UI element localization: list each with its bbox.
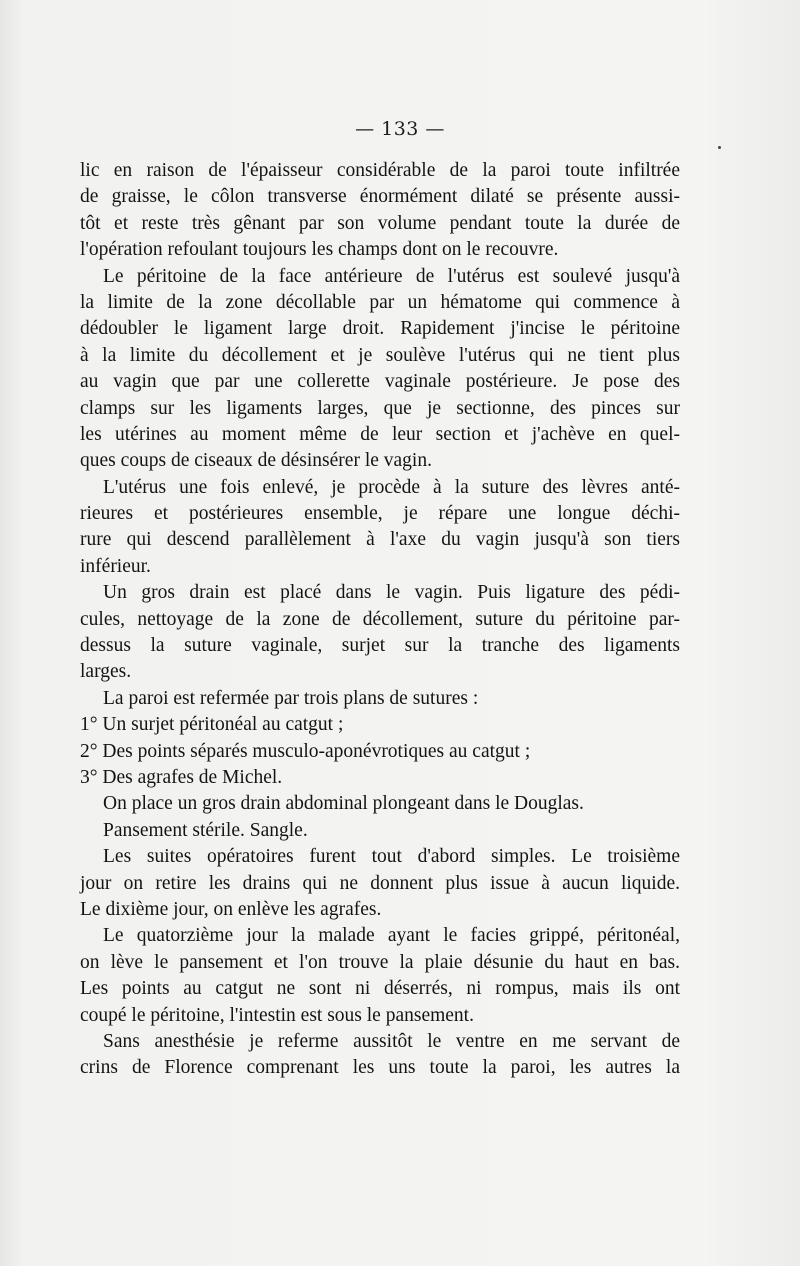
text-line: ques coups de ciseaux de désinsérer le vagin. <box>80 450 432 472</box>
text-line: rure qui descend parallèlement à l'axe du vagin jusqu'à son tiers <box>80 529 680 551</box>
text-line: inférieur. <box>80 555 151 577</box>
text-line: jour on retire les drains qui ne donnent plus issue à aucun liquide. <box>80 872 680 894</box>
text-line: Le quatorzième jour la malade ayant le facies grippé, péritonéal, <box>103 925 680 947</box>
text-line: larges. <box>80 661 132 683</box>
text-line: coupé le péritoine, l'intestin est sous le pansement. <box>80 1004 474 1026</box>
text-line: crins de Florence comprenant les uns toute la paroi, les autres la <box>80 1057 680 1079</box>
text-line: 3° Des agrafes de Michel. <box>80 766 283 788</box>
text-line: à la limite du décollement et je soulève l'utérus qui ne tient plus <box>80 344 680 366</box>
text-line: lic en raison de l'épaisseur considérable de la paroi toute infiltrée <box>80 160 680 181</box>
text-line: Le péritoine de la face antérieure de l'utérus est soulevé jusqu'à <box>103 265 680 287</box>
text-line: clamps sur les ligaments larges, que je sectionne, des pinces sur <box>80 397 680 419</box>
text-line: Les points au catgut ne sont ni déserrés, ni rompus, mais ils ont <box>80 978 680 1000</box>
text-line: Le dixième jour, on enlève les agrafes. <box>80 898 382 920</box>
text-line: Pansement stérile. Sangle. <box>103 819 308 841</box>
text-line: on lève le pansement et l'on trouve la plaie désunie du haut en bas. <box>80 951 680 973</box>
text-line: dédoubler le ligament large droit. Rapidement j'incise le péritoine <box>80 318 680 340</box>
body-text <box>80 158 680 1082</box>
text-line: Sans anesthésie je referme aussitôt le ventre en me servant de <box>103 1030 680 1052</box>
text-line: On place un gros drain abdominal plongeant dans le Douglas. <box>103 793 584 815</box>
print-speck <box>718 146 721 149</box>
text-line: tôt et reste très gênant par son volume pendant toute la durée de <box>80 212 680 234</box>
text-line: La paroi est refermée par trois plans de sutures : <box>103 687 479 709</box>
text-line: 2° Des points séparés musculo-aponévrotiques au catgut ; <box>80 740 531 762</box>
text-line: dessus la suture vaginale, surjet sur la tranche des ligaments <box>80 635 680 657</box>
text-line: les utérines au moment même de leur section et j'achève en quel- <box>80 423 680 445</box>
text-line: rieures et postérieures ensemble, je répare une longue déchi- <box>80 503 680 525</box>
text-line: au vagin que par une collerette vaginale postérieure. Je pose des <box>80 371 680 393</box>
text-line: 1° Un surjet péritonéal au catgut ; <box>80 714 344 736</box>
text-line: Un gros drain est placé dans le vagin. Puis ligature des pédi- <box>103 582 680 604</box>
text-line: de graisse, le côlon transverse énormément dilaté se présente aussi- <box>80 186 680 208</box>
text-line: cules, nettoyage de la zone de décollement, suture du péritoine par- <box>80 608 680 630</box>
text-line: la limite de la zone décollable par un hématome qui commence à <box>80 291 680 313</box>
text-line: l'opération refoulant toujours les champs dont on le recouvre. <box>80 239 559 261</box>
text-line: L'utérus une fois enlevé, je procède à la suture des lèvres anté- <box>103 476 680 498</box>
page-number: — 133 — <box>355 118 445 140</box>
text-line: Les suites opératoires furent tout d'abord simples. Le troisième <box>103 846 680 868</box>
